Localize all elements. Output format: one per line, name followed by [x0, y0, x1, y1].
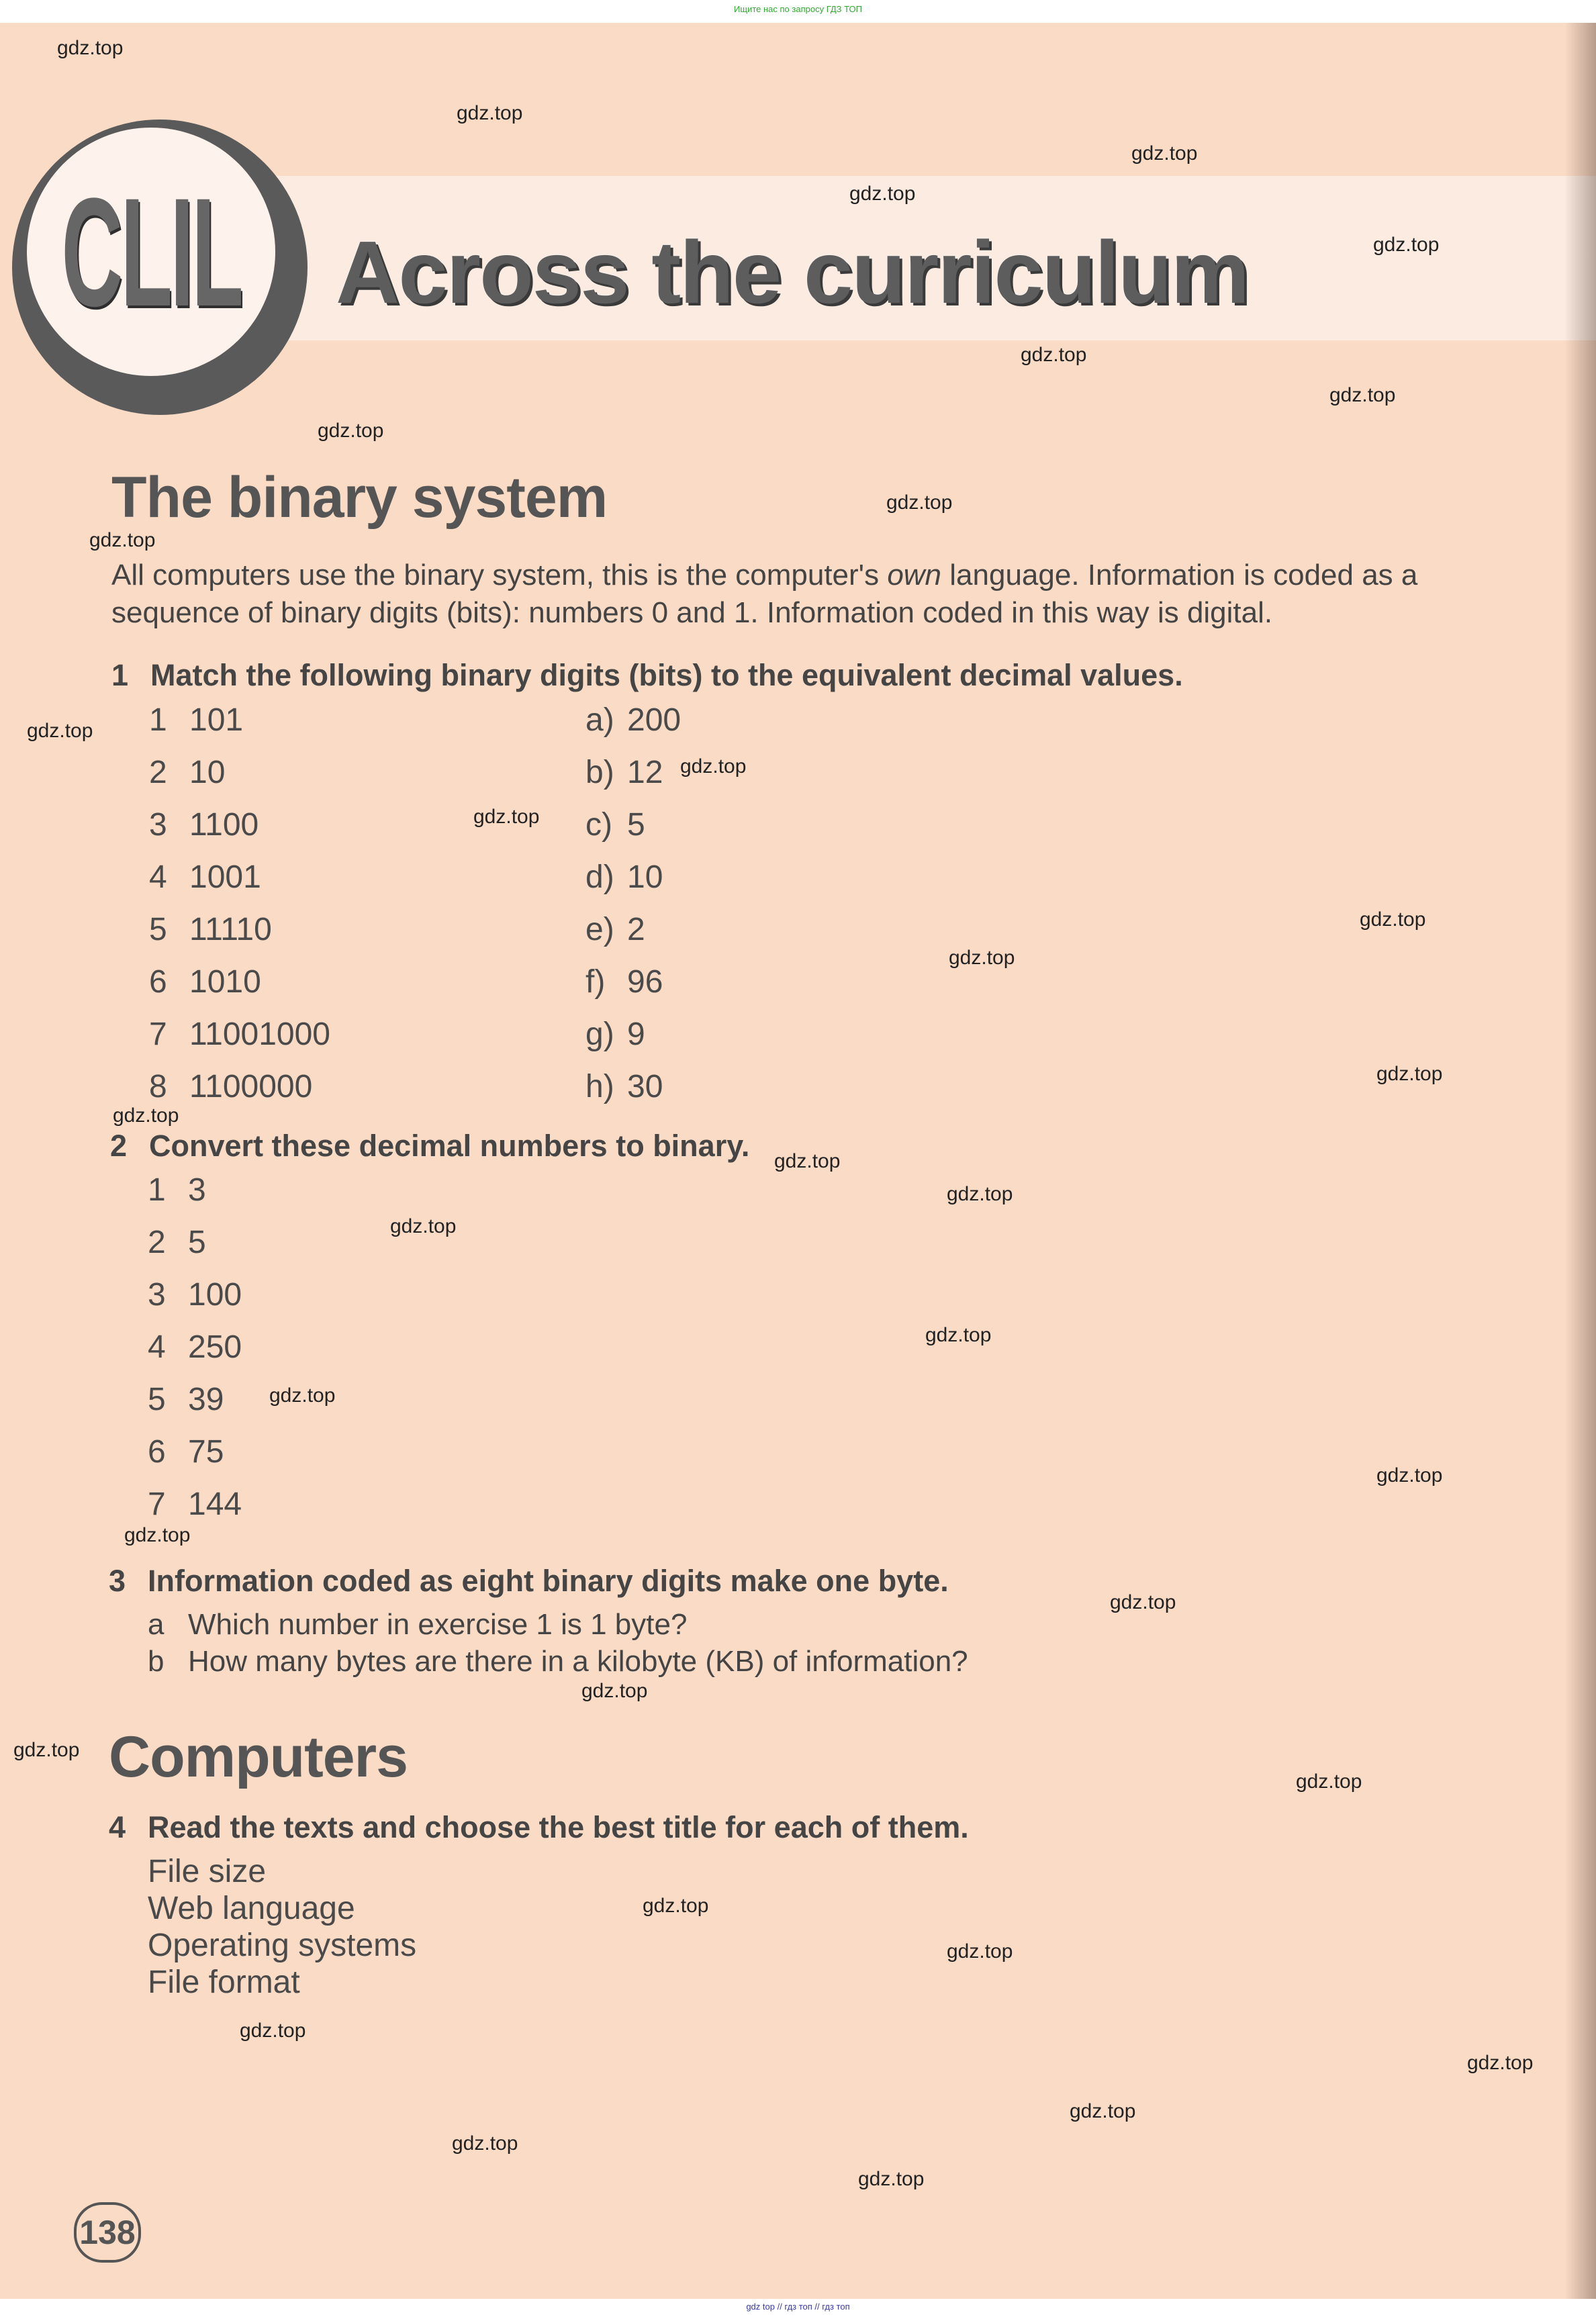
decimal-value: 39 [188, 1382, 224, 1417]
decimal-value: 75 [188, 1434, 224, 1470]
title-option: Operating systems [148, 1928, 417, 1963]
exercise-2-heading [110, 1129, 749, 1164]
watermark: gdz.top [1131, 142, 1198, 164]
page-number: 138 [74, 2202, 141, 2263]
watermark: gdz.top [452, 2132, 518, 2155]
ex1-right-item [585, 754, 663, 791]
decimal-value: 5 [188, 1225, 206, 1260]
option-letter: a) [585, 702, 614, 738]
binary-value: 101 [189, 702, 244, 738]
watermark: gdz.top [124, 1524, 191, 1546]
ex1-right-item [585, 911, 645, 948]
exercise-4-instruction: Read the texts and choose the best title for each of them. [148, 1810, 969, 1844]
item-number: 4 [148, 1329, 166, 1365]
item-number: 8 [149, 1069, 167, 1104]
question-text: How many bytes are there in a kilobyte (KB) of information? [188, 1645, 968, 1678]
decimal-value: 3 [188, 1172, 206, 1208]
watermark: gdz.top [947, 1940, 1013, 1963]
ex1-left-item [149, 859, 261, 896]
watermark: gdz.top [57, 37, 124, 59]
decimal-value: 30 [627, 1069, 663, 1104]
top-note: Ищите нас по запросу ГДЗ ТОП [734, 4, 862, 14]
exercise-1-heading [111, 658, 1183, 693]
title-option: Web language [148, 1891, 355, 1926]
ex2-item [148, 1329, 242, 1366]
watermark: gdz.top [1110, 1591, 1176, 1613]
watermark: gdz.top [89, 529, 156, 551]
binary-value: 1001 [189, 859, 261, 895]
exercise-number: 1 [111, 658, 129, 692]
binary-value: 1100000 [189, 1069, 313, 1104]
ex3-question [148, 1608, 687, 1642]
ex3-question [148, 1645, 968, 1678]
watermark: gdz.top [774, 1150, 841, 1172]
exercise-2-instruction: Convert these decimal numbers to binary. [149, 1129, 750, 1163]
exercise-number: 4 [109, 1810, 126, 1844]
decimal-value: 10 [627, 859, 663, 895]
item-number: 3 [148, 1277, 166, 1313]
clil-logo [27, 128, 275, 376]
decimal-value: 2 [627, 912, 645, 947]
section-title-binary: The binary system [111, 465, 608, 530]
ex1-right-item [585, 859, 663, 896]
watermark: gdz.top [1376, 1063, 1443, 1085]
watermark: gdz.top [886, 491, 953, 514]
decimal-value: 12 [627, 755, 663, 790]
ex2-item [148, 1433, 224, 1470]
bottom-note: gdz top // гдз топ // гдз топ [746, 2302, 850, 2312]
ex1-left-item [149, 754, 225, 791]
option-letter: f) [585, 964, 606, 1000]
ex1-right-item [585, 1016, 645, 1053]
option-letter: h) [585, 1069, 614, 1104]
ex1-left-item [149, 702, 243, 739]
clil-logo-text: CLIL [61, 165, 241, 338]
watermark: gdz.top [1360, 908, 1426, 931]
decimal-value: 100 [188, 1277, 242, 1313]
ex1-right-item [585, 806, 645, 843]
watermark: gdz.top [1070, 2100, 1136, 2122]
ex1-left-item [149, 806, 259, 843]
item-number: 1 [148, 1172, 166, 1208]
watermark: gdz.top [1329, 384, 1396, 406]
intro-line-1-start: All computers use the binary system, this is the computer's [111, 559, 888, 592]
intro-line-2: sequence of binary digits (bits): numbers 0 and 1. Information coded in this way is digital. [111, 596, 1273, 629]
ex1-right-item [585, 1068, 663, 1105]
ex1-right-item [585, 963, 663, 1000]
exercise-4-heading [109, 1810, 969, 1845]
item-number: 6 [148, 1434, 166, 1470]
watermark: gdz.top [318, 420, 384, 442]
ex2-item [148, 1224, 206, 1261]
item-number: 2 [148, 1225, 166, 1260]
ex1-right-item [585, 702, 681, 739]
intro-line-1-emphasis: own [887, 559, 942, 592]
option-letter: c) [585, 807, 612, 843]
ex2-item [148, 1276, 242, 1313]
decimal-value: 144 [188, 1486, 242, 1522]
decimal-value: 200 [627, 702, 682, 738]
page-edge-shadow [1564, 23, 1596, 2299]
intro-line-1-end: language. Information is coded as a [941, 559, 1418, 592]
watermark: gdz.top [390, 1215, 457, 1237]
watermark: gdz.top [581, 1680, 648, 1702]
ex2-item [148, 1381, 224, 1418]
exercise-3-heading [109, 1564, 949, 1599]
item-number: 5 [148, 1382, 166, 1417]
watermark: gdz.top [240, 2020, 306, 2042]
item-number: 6 [149, 964, 167, 1000]
watermark: gdz.top [1373, 234, 1440, 256]
watermark: gdz.top [643, 1895, 709, 1917]
ex1-left-item [149, 1068, 312, 1105]
watermark: gdz.top [457, 102, 523, 124]
title-option: File size [148, 1854, 267, 1889]
exercise-number: 2 [110, 1129, 128, 1163]
binary-value: 1010 [189, 964, 261, 1000]
binary-value: 1100 [189, 807, 259, 843]
intro-line-1 [111, 559, 1417, 592]
watermark: gdz.top [1376, 1464, 1443, 1486]
banner-title: Across the curriculum [336, 223, 1249, 322]
watermark: gdz.top [13, 1739, 80, 1761]
item-number: 7 [148, 1486, 166, 1522]
item-number: 5 [149, 912, 167, 947]
decimal-value: 5 [627, 807, 645, 843]
exercise-number: 3 [109, 1564, 126, 1598]
option-letter: e) [585, 912, 614, 947]
title-option: File format [148, 1965, 300, 2000]
watermark: gdz.top [858, 2168, 925, 2190]
option-letter: b) [585, 755, 614, 790]
watermark: gdz.top [473, 806, 540, 828]
option-letter: g) [585, 1016, 614, 1052]
section-title-computers: Computers [109, 1725, 408, 1789]
ex1-left-item [149, 911, 272, 948]
ex2-item [148, 1486, 242, 1523]
exercise-1-instruction: Match the following binary digits (bits) to the equivalent decimal values. [150, 658, 1183, 692]
question-letter: a [148, 1608, 165, 1641]
option-letter: d) [585, 859, 614, 895]
ex1-left-item [149, 963, 261, 1000]
binary-value: 11110 [189, 912, 272, 947]
decimal-value: 250 [188, 1329, 242, 1365]
item-number: 7 [149, 1016, 167, 1052]
watermark: gdz.top [269, 1384, 336, 1407]
watermark: gdz.top [1021, 344, 1087, 366]
item-number: 3 [149, 807, 167, 843]
decimal-value: 9 [627, 1016, 645, 1052]
item-number: 1 [149, 702, 167, 738]
watermark: gdz.top [1296, 1770, 1362, 1793]
exercise-3-instruction: Information coded as eight binary digits make one byte. [148, 1564, 949, 1598]
watermark: gdz.top [113, 1104, 179, 1127]
watermark: gdz.top [27, 720, 93, 742]
ex1-left-item [149, 1016, 330, 1053]
watermark: gdz.top [849, 183, 916, 205]
binary-value: 10 [189, 755, 226, 790]
decimal-value: 96 [627, 964, 663, 1000]
item-number: 4 [149, 859, 167, 895]
question-text: Which number in exercise 1 is 1 byte? [188, 1608, 688, 1641]
watermark: gdz.top [949, 947, 1015, 969]
watermark: gdz.top [925, 1324, 992, 1346]
watermark: gdz.top [680, 755, 747, 777]
watermark: gdz.top [1467, 2052, 1534, 2074]
item-number: 2 [149, 755, 167, 790]
ex2-item [148, 1172, 206, 1209]
question-letter: b [148, 1645, 165, 1678]
watermark: gdz.top [947, 1183, 1013, 1205]
binary-value: 11001000 [189, 1016, 330, 1052]
